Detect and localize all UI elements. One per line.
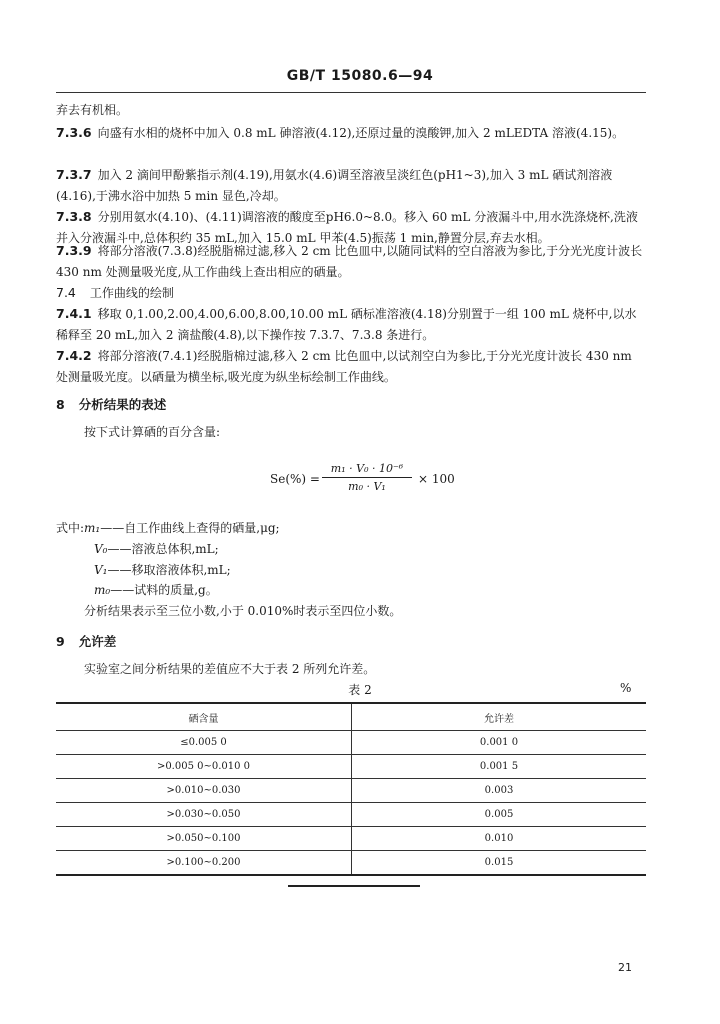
cell-tolerance: 0.010 <box>352 827 647 851</box>
table-row <box>56 755 646 779</box>
table-row <box>56 851 646 876</box>
subsection-7-4-heading <box>56 282 646 304</box>
paragraph-text: 加入 2 滴间甲酚紫指示剂(4.19),用氨水(4.6)调至溶液呈淡红色(pH1~3),加入 3 mL 硒试剂溶液(4.16),于沸水浴中加热 5 min 显色,冷却。 <box>56 168 613 203</box>
clause-number: 7.3.9 <box>56 243 92 258</box>
variable-symbol: m₁ <box>84 521 101 535</box>
page-number: 21 <box>618 961 632 974</box>
variable-row-m1 <box>56 519 280 536</box>
precision-note: 分析结果表示至三位小数,小于 0.010%时表示至四位小数。 <box>84 604 402 618</box>
table-caption: 表 2 <box>348 683 372 697</box>
cell-tolerance: 0.001 0 <box>352 731 647 755</box>
cell-selenium-content: ≤0.005 0 <box>56 731 352 755</box>
header-rule <box>56 92 646 93</box>
section-title: 分析结果的表述 <box>78 397 167 412</box>
clause-number: 7.3.6 <box>56 125 92 140</box>
cell-tolerance: 0.015 <box>352 851 647 876</box>
clause-number: 7.4.1 <box>56 306 92 321</box>
paragraph-7-3-9 <box>56 240 646 283</box>
paragraph-text: 工作曲线的绘制 <box>89 286 174 300</box>
paragraph-7-4-2 <box>56 345 646 388</box>
tolerance-intro: 实验室之间分析结果的差值应不大于表 2 所列允许差。 <box>84 662 376 676</box>
formula-lhs: Se(%) = <box>270 472 320 486</box>
tolerance-table <box>56 702 646 876</box>
clause-number: 7.4 <box>56 285 76 300</box>
variable-row-m0 <box>94 581 218 598</box>
section-number: 9 <box>56 634 65 649</box>
cell-selenium-content: >0.005 0~0.010 0 <box>56 755 352 779</box>
section-number: 8 <box>56 397 65 412</box>
cell-tolerance: 0.005 <box>352 803 647 827</box>
where-label: 式中: <box>56 521 85 535</box>
variable-row-v1 <box>94 561 231 578</box>
paragraph-text: 将部分溶液(7.3.8)经脱脂棉过滤,移入 2 cm 比色皿中,以随同试料的空白溶液为参比,于分光光度计波长 430 nm 处测量吸光度,从工作曲线上查出相应的硒量。 <box>56 244 643 279</box>
paragraph-discard-organic <box>56 100 646 121</box>
variable-description: ——移取溶液体积,mL; <box>107 563 231 577</box>
paragraph-text: 移取 0,1.00,2.00,4.00,6.00,8.00,10.00 mL 硒标准溶液(4.18)分别置于一组 100 mL 烧杯中,以水稀释至 20 mL,加入 2 滴盐酸(4.8),以下操作按 7.3.7、7.3.8 条进行。 <box>56 307 637 342</box>
table-row <box>56 827 646 851</box>
fraction-bar <box>322 477 412 478</box>
formula-intro: 按下式计算硒的百分含量: <box>84 425 221 439</box>
clause-number: 7.3.8 <box>56 209 92 224</box>
section-title: 允许差 <box>78 634 117 649</box>
cell-selenium-content: >0.050~0.100 <box>56 827 352 851</box>
section-8-heading <box>56 395 166 413</box>
page-header-standard-number: GB/T 15080.6—94 <box>286 68 434 84</box>
paragraph-7-3-6 <box>56 122 646 144</box>
variable-symbol: V₀ <box>94 542 108 556</box>
paragraph-7-3-7 <box>56 164 646 207</box>
cell-selenium-content: >0.100~0.200 <box>56 851 352 876</box>
table-row <box>56 803 646 827</box>
table-header-row <box>56 703 646 731</box>
paragraph-text: 将部分溶液(7.4.1)经脱脂棉过滤,移入 2 cm 比色皿中,以试剂空白为参比,于分光光度计波长 430 nm 处测量吸光度。以硒量为横坐标,吸光度为纵坐标绘制工作曲线。 <box>56 349 632 384</box>
variable-row-v0 <box>94 540 219 557</box>
formula-numerator: m₁ · V₀ · 10⁻⁶ <box>330 462 404 475</box>
variable-symbol: V₁ <box>94 563 108 577</box>
formula-rhs: × 100 <box>418 472 455 486</box>
cell-selenium-content: >0.010~0.030 <box>56 779 352 803</box>
paragraph-text: 弃去有机相。 <box>56 103 129 117</box>
cell-tolerance: 0.001 5 <box>352 755 647 779</box>
clause-number: 7.4.2 <box>56 348 92 363</box>
formula-fraction <box>322 462 412 493</box>
variable-description: ——溶液总体积,mL; <box>107 542 219 556</box>
variable-description: ——试料的质量,g。 <box>110 583 218 597</box>
table-row <box>56 731 646 755</box>
paragraph-7-4-1 <box>56 303 646 346</box>
section-9-heading <box>56 632 116 650</box>
table-unit: % <box>620 681 632 695</box>
end-of-document-rule <box>288 885 420 887</box>
formula-denominator: m₀ · V₁ <box>348 480 386 493</box>
variable-symbol: m₀ <box>94 583 111 597</box>
column-header-tolerance: 允许差 <box>352 703 647 731</box>
paragraph-text: 分别用氨水(4.10)、(4.11)调溶液的酸度至pH6.0~8.0。移入 60 mL 分液漏斗中,用水洗涤烧杯,洗液并入分液漏斗中,总体积约 35 mL,加入 15.0 mL 甲苯(4.5)振荡 1 min,静置分层,弃去水相。 <box>56 210 638 245</box>
table-row <box>56 779 646 803</box>
clause-number: 7.3.7 <box>56 167 92 182</box>
cell-selenium-content: >0.030~0.050 <box>56 803 352 827</box>
paragraph-text: 向盛有水相的烧杯中加入 0.8 mL 砷溶液(4.12),还原过量的溴酸钾,加入 2 mLEDTA 溶液(4.15)。 <box>97 126 625 140</box>
variable-description: ——自工作曲线上查得的硒量,μg; <box>100 521 280 535</box>
column-header-selenium-content: 硒含量 <box>56 703 352 731</box>
cell-tolerance: 0.003 <box>352 779 647 803</box>
